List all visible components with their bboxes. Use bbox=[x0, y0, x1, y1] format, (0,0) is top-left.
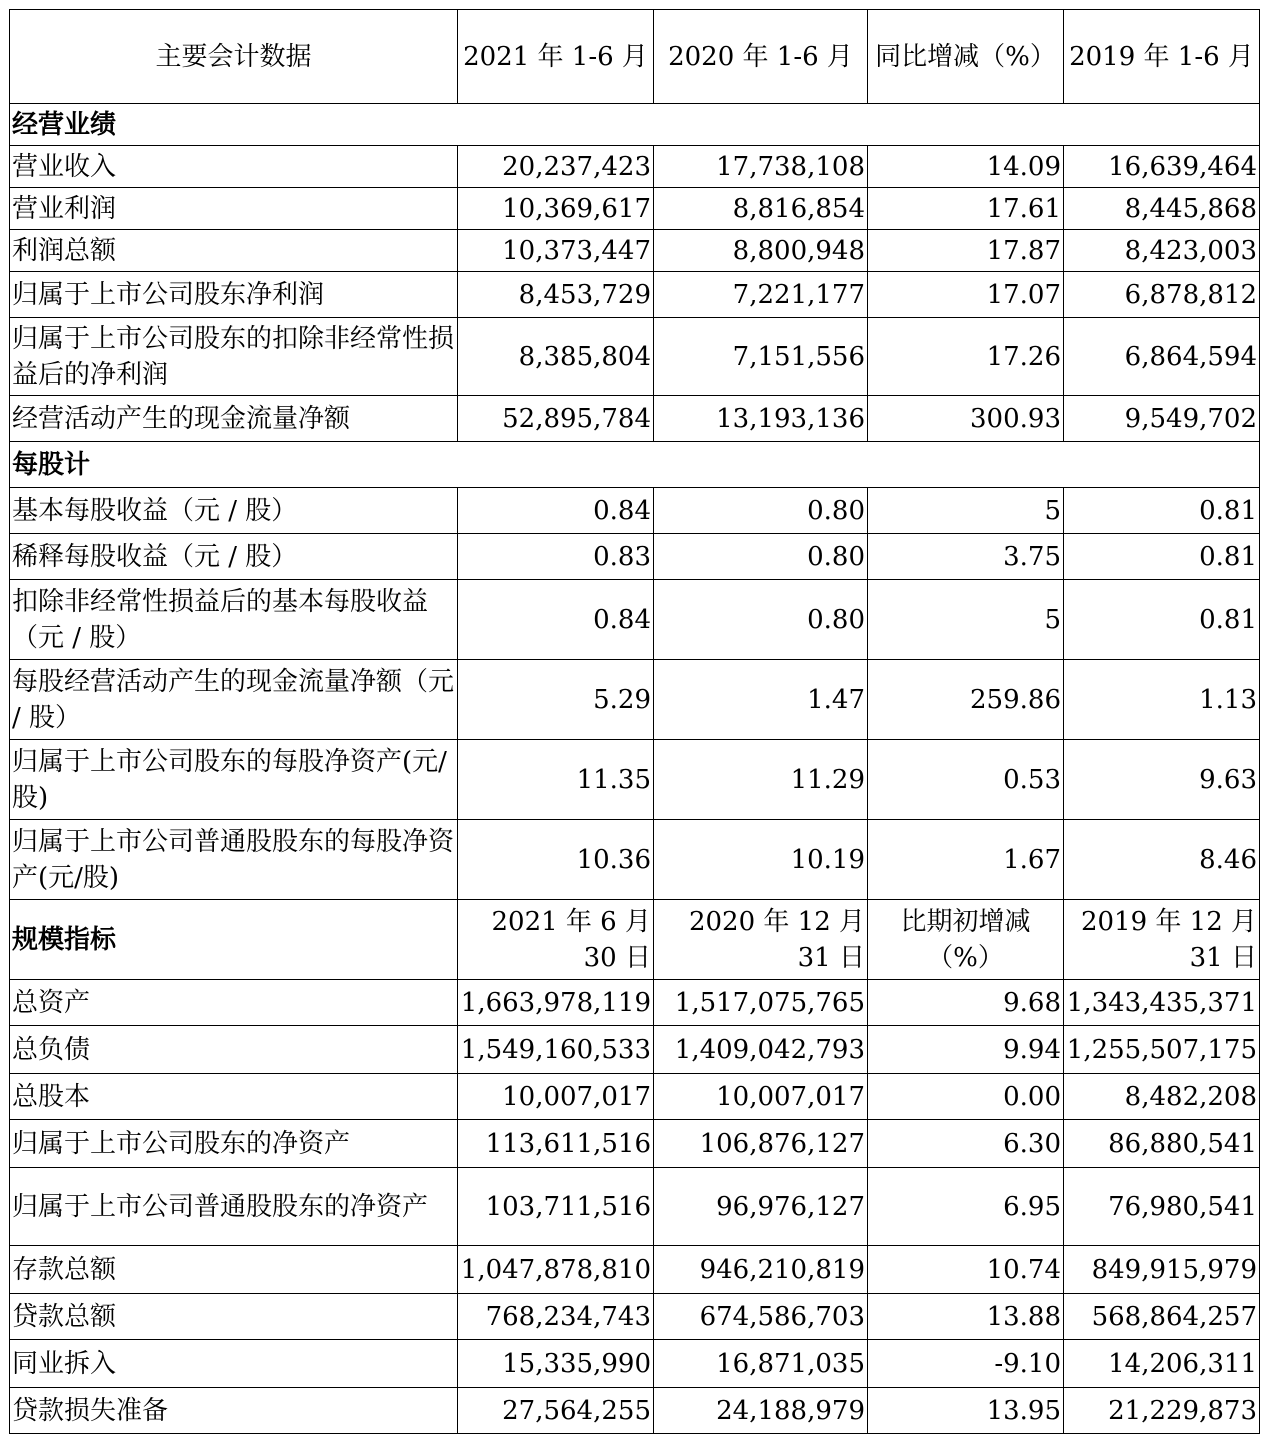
cell-value: 17.87 bbox=[868, 230, 1064, 272]
row-label: 归属于上市公司股东净利润 bbox=[10, 272, 458, 318]
cell-value: 106,876,127 bbox=[654, 1120, 868, 1168]
cell-value: 849,915,979 bbox=[1064, 1246, 1260, 1294]
row-label: 基本每股收益（元 / 股） bbox=[10, 488, 458, 534]
row-label: 总资产 bbox=[10, 980, 458, 1026]
table-row bbox=[10, 188, 1260, 230]
section-row bbox=[10, 442, 1260, 488]
cell-value: 76,980,541 bbox=[1064, 1168, 1260, 1246]
table-row bbox=[10, 740, 1260, 820]
cell-value: 24,188,979 bbox=[654, 1388, 868, 1434]
row-label: 总负债 bbox=[10, 1026, 458, 1074]
table-row bbox=[10, 1388, 1260, 1434]
cell-value: 9,549,702 bbox=[1064, 396, 1260, 442]
cell-value: 11.29 bbox=[654, 740, 868, 820]
section-title-scale: 规模指标 bbox=[10, 900, 458, 980]
cell-value: 946,210,819 bbox=[654, 1246, 868, 1294]
row-label: 稀释每股收益（元 / 股） bbox=[10, 534, 458, 580]
row-label: 总股本 bbox=[10, 1074, 458, 1120]
cell-value: 113,611,516 bbox=[458, 1120, 654, 1168]
table-row bbox=[10, 1168, 1260, 1246]
table-row bbox=[10, 534, 1260, 580]
cell-value: 10,373,447 bbox=[458, 230, 654, 272]
cell-value: 8,453,729 bbox=[458, 272, 654, 318]
cell-value: 8,423,003 bbox=[1064, 230, 1260, 272]
section-row bbox=[10, 104, 1260, 146]
row-label: 经营活动产生的现金流量净额 bbox=[10, 396, 458, 442]
row-label: 贷款总额 bbox=[10, 1294, 458, 1340]
cell-value: 0.00 bbox=[868, 1074, 1064, 1120]
table-row bbox=[10, 396, 1260, 442]
cell-value: 1,047,878,810 bbox=[458, 1246, 654, 1294]
cell-value: 13.88 bbox=[868, 1294, 1064, 1340]
cell-value: 568,864,257 bbox=[1064, 1294, 1260, 1340]
header-period-2020: 2020 年 1-6 月 bbox=[654, 10, 868, 104]
table-row bbox=[10, 318, 1260, 396]
cell-value: 300.93 bbox=[868, 396, 1064, 442]
cell-value: 0.80 bbox=[654, 488, 868, 534]
header-period-2021: 2021 年 1-6 月 bbox=[458, 10, 654, 104]
cell-value: 10.19 bbox=[654, 820, 868, 900]
row-label: 存款总额 bbox=[10, 1246, 458, 1294]
cell-value: 0.81 bbox=[1064, 580, 1260, 660]
cell-value: 5 bbox=[868, 580, 1064, 660]
cell-value: 1.67 bbox=[868, 820, 1064, 900]
cell-value: 1,255,507,175 bbox=[1064, 1026, 1260, 1074]
table-row bbox=[10, 1026, 1260, 1074]
cell-value: 27,564,255 bbox=[458, 1388, 654, 1434]
table-row bbox=[10, 580, 1260, 660]
cell-value: 8,800,948 bbox=[654, 230, 868, 272]
subheader-date-2020: 2020 年 12 月 31 日 bbox=[654, 900, 868, 980]
table-row bbox=[10, 660, 1260, 740]
row-label: 营业收入 bbox=[10, 146, 458, 188]
row-label: 利润总额 bbox=[10, 230, 458, 272]
cell-value: 17,738,108 bbox=[654, 146, 868, 188]
cell-value: 1,343,435,371 bbox=[1064, 980, 1260, 1026]
cell-value: 7,151,556 bbox=[654, 318, 868, 396]
cell-value: 9.94 bbox=[868, 1026, 1064, 1074]
cell-value: 9.63 bbox=[1064, 740, 1260, 820]
cell-value: 1.47 bbox=[654, 660, 868, 740]
subheader-date-2019: 2019 年 12 月 31 日 bbox=[1064, 900, 1260, 980]
section-title-operating: 经营业绩 bbox=[10, 104, 1260, 146]
cell-value: 1,663,978,119 bbox=[458, 980, 654, 1026]
section-title-per-share: 每股计 bbox=[10, 442, 1260, 488]
table-row bbox=[10, 146, 1260, 188]
key-accounting-data-table bbox=[9, 9, 1260, 1434]
row-label: 归属于上市公司股东的净资产 bbox=[10, 1120, 458, 1168]
row-label: 归属于上市公司股东的每股净资产(元/股) bbox=[10, 740, 458, 820]
cell-value: 0.80 bbox=[654, 580, 868, 660]
cell-value: 14.09 bbox=[868, 146, 1064, 188]
cell-value: 13.95 bbox=[868, 1388, 1064, 1434]
table-row bbox=[10, 820, 1260, 900]
header-item: 主要会计数据 bbox=[10, 10, 458, 104]
cell-value: 14,206,311 bbox=[1064, 1340, 1260, 1388]
table-row bbox=[10, 272, 1260, 318]
row-label: 归属于上市公司股东的扣除非经常性损益后的净利润 bbox=[10, 318, 458, 396]
cell-value: 259.86 bbox=[868, 660, 1064, 740]
cell-value: 86,880,541 bbox=[1064, 1120, 1260, 1168]
table-row bbox=[10, 1120, 1260, 1168]
cell-value: 1,409,042,793 bbox=[654, 1026, 868, 1074]
cell-value: 17.07 bbox=[868, 272, 1064, 318]
header-period-2019: 2019 年 1-6 月 bbox=[1064, 10, 1260, 104]
cell-value: 21,229,873 bbox=[1064, 1388, 1260, 1434]
cell-value: 768,234,743 bbox=[458, 1294, 654, 1340]
cell-value: 1,549,160,533 bbox=[458, 1026, 654, 1074]
table-row bbox=[10, 1246, 1260, 1294]
cell-value: 0.80 bbox=[654, 534, 868, 580]
cell-value: 0.84 bbox=[458, 488, 654, 534]
cell-value: 0.81 bbox=[1064, 534, 1260, 580]
cell-value: 16,871,035 bbox=[654, 1340, 868, 1388]
section-row bbox=[10, 900, 1260, 980]
cell-value: 16,639,464 bbox=[1064, 146, 1260, 188]
cell-value: -9.10 bbox=[868, 1340, 1064, 1388]
cell-value: 10.36 bbox=[458, 820, 654, 900]
cell-value: 8.46 bbox=[1064, 820, 1260, 900]
table-row bbox=[10, 1294, 1260, 1340]
cell-value: 8,482,208 bbox=[1064, 1074, 1260, 1120]
cell-value: 20,237,423 bbox=[458, 146, 654, 188]
cell-value: 52,895,784 bbox=[458, 396, 654, 442]
cell-value: 17.61 bbox=[868, 188, 1064, 230]
cell-value: 1,517,075,765 bbox=[654, 980, 868, 1026]
cell-value: 0.83 bbox=[458, 534, 654, 580]
row-label: 同业拆入 bbox=[10, 1340, 458, 1388]
cell-value: 674,586,703 bbox=[654, 1294, 868, 1340]
cell-value: 6.95 bbox=[868, 1168, 1064, 1246]
cell-value: 10,007,017 bbox=[654, 1074, 868, 1120]
cell-value: 96,976,127 bbox=[654, 1168, 868, 1246]
cell-value: 8,816,854 bbox=[654, 188, 868, 230]
cell-value: 0.84 bbox=[458, 580, 654, 660]
cell-value: 10,007,017 bbox=[458, 1074, 654, 1120]
table-row bbox=[10, 488, 1260, 534]
row-label: 贷款损失准备 bbox=[10, 1388, 458, 1434]
subheader-change: 比期初增减（%） bbox=[868, 900, 1064, 980]
table-row bbox=[10, 1340, 1260, 1388]
table-row bbox=[10, 980, 1260, 1026]
cell-value: 0.81 bbox=[1064, 488, 1260, 534]
cell-value: 9.68 bbox=[868, 980, 1064, 1026]
cell-value: 7,221,177 bbox=[654, 272, 868, 318]
row-label: 归属于上市公司普通股股东的每股净资产(元/股) bbox=[10, 820, 458, 900]
row-label: 营业利润 bbox=[10, 188, 458, 230]
table-row bbox=[10, 1074, 1260, 1120]
header-yoy-change: 同比增减（%） bbox=[868, 10, 1064, 104]
cell-value: 13,193,136 bbox=[654, 396, 868, 442]
cell-value: 10.74 bbox=[868, 1246, 1064, 1294]
cell-value: 6,864,594 bbox=[1064, 318, 1260, 396]
row-label: 扣除非经常性损益后的基本每股收益（元 / 股） bbox=[10, 580, 458, 660]
financial-table-container bbox=[9, 9, 1260, 1434]
cell-value: 8,385,804 bbox=[458, 318, 654, 396]
table-header-row bbox=[10, 10, 1260, 104]
table-row bbox=[10, 230, 1260, 272]
row-label: 每股经营活动产生的现金流量净额（元 / 股） bbox=[10, 660, 458, 740]
cell-value: 6,878,812 bbox=[1064, 272, 1260, 318]
cell-value: 6.30 bbox=[868, 1120, 1064, 1168]
subheader-date-2021: 2021 年 6 月 30 日 bbox=[458, 900, 654, 980]
cell-value: 5 bbox=[868, 488, 1064, 534]
cell-value: 5.29 bbox=[458, 660, 654, 740]
cell-value: 17.26 bbox=[868, 318, 1064, 396]
cell-value: 3.75 bbox=[868, 534, 1064, 580]
cell-value: 1.13 bbox=[1064, 660, 1260, 740]
cell-value: 11.35 bbox=[458, 740, 654, 820]
cell-value: 8,445,868 bbox=[1064, 188, 1260, 230]
row-label: 归属于上市公司普通股股东的净资产 bbox=[10, 1168, 458, 1246]
cell-value: 103,711,516 bbox=[458, 1168, 654, 1246]
cell-value: 10,369,617 bbox=[458, 188, 654, 230]
cell-value: 0.53 bbox=[868, 740, 1064, 820]
cell-value: 15,335,990 bbox=[458, 1340, 654, 1388]
